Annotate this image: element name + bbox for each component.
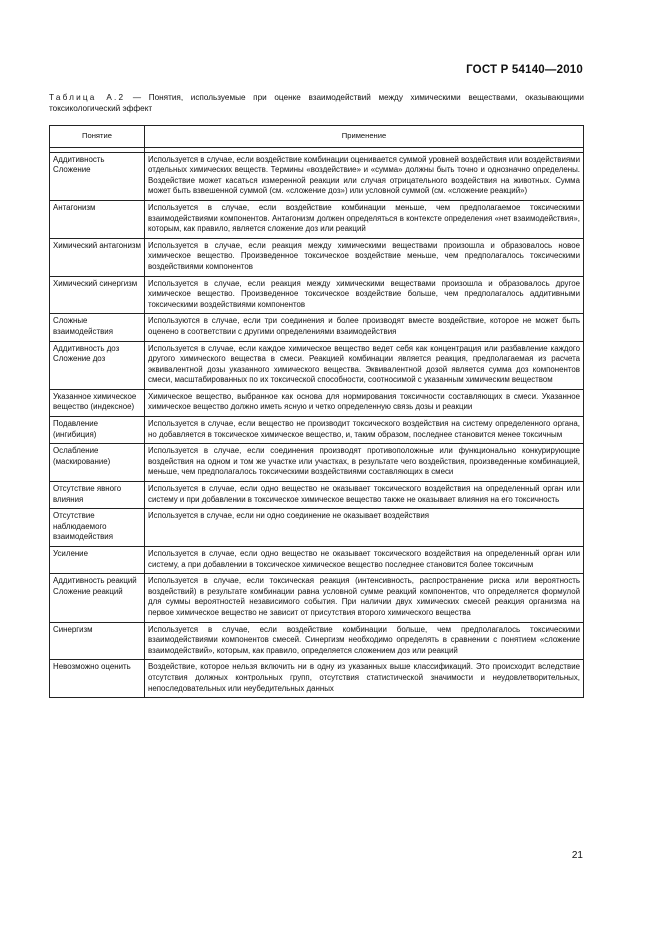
application-cell: Используется в случае, если ни одно соединение не оказывает воздействия — [145, 509, 584, 547]
application-cell: Используется в случае, если реакция между химическими веществами произошла и образовалось новое химическое вещество. Произведенное токсическое воздействие меньше, чем предполагалось токсическими воздействиями компонентов — [145, 238, 584, 276]
table-row — [50, 276, 584, 314]
header-concept: Понятие — [50, 126, 145, 148]
concept-cell: Химический антагонизм — [50, 238, 145, 276]
concept-cell: Антагонизм — [50, 200, 145, 238]
table-row — [50, 509, 584, 547]
header-application: Применение — [145, 126, 584, 148]
concept-cell: Указанное химическое вещество (индексное) — [50, 389, 145, 416]
application-cell: Используется в случае, если одно вещество не оказывает токсического воздействия на определенный орган или систему и при добавлении в токсическое химическое вещество также не оказывает влияния на его токсичность — [145, 482, 584, 509]
concept-cell: Ослабление (маскирование) — [50, 444, 145, 482]
table-row — [50, 622, 584, 660]
concept-cell: Отсутствие наблюдаемого взаимодействия — [50, 509, 145, 547]
application-cell: Используется в случае, если одно вещество не оказывает токсического воздействия на определенный орган или систему, а при добавлении в токсическое химическое вещество последнее становится более токсичным — [145, 547, 584, 574]
application-cell: Используется в случае, если реакция между химическими веществами произошла и образовалось другое химическое вещество. Произведенное токсическое воздействие больше, чем предполагалось аддитивными токсическими воздействиями компонентов — [145, 276, 584, 314]
table-row — [50, 389, 584, 416]
table-caption-label: Таблица А.2 — [49, 93, 126, 102]
application-cell: Используются в случае, если три соединения и более производят вместе воздействие, которое не может быть оценено в соответствии с другими определениями взаимодействия — [145, 314, 584, 341]
application-cell: Используется в случае, если токсическая реакция (интенсивность, распространение риска или вероятность воздействий) в результате комбинации равна условной сумме реакций компонентов, что определяется формулой для суммы вероятностей независимого события. При наличии двух химических смесей реакция организма на первое химическое вещество не зависит от присутствия второго химического вещества — [145, 574, 584, 622]
application-cell: Используется в случае, если каждое химическое вещество ведет себя как концентрация или разбавление каждого другого химического вещества в смеси. Реакцией комбинации является реакция, предполагаемая из расчета эквивалентной дозы указанного химического вещества. Эквивалентной дозой является сумма доз компонентов смеси, масштабированных по их токсической способности, соотносимой с указанным химическим веществом — [145, 341, 584, 389]
application-cell: Используется в случае, если воздействие комбинации больше, чем предполагалось токсическими взаимодействиями компонентов смесей. Синергизм необходимо определять в сравнении с понятием «сложение взаимодействий», которым, как правило, определяется сложением доз или реакций — [145, 622, 584, 660]
table-body — [50, 152, 584, 698]
concept-cell: Аддитивность Сложение — [50, 152, 145, 200]
concept-cell: Химический синергизм — [50, 276, 145, 314]
concept-cell: Невозможно оценить — [50, 660, 145, 698]
page-number: 21 — [571, 850, 583, 861]
application-cell: Используется в случае, если соединения производят противоположные или функционально конкурирующие воздействия на одном и том же участке или участках, в результате чего воздействия, произведенные комбинацией, меньше, чем предполагалось токсическими воздействиями составляющих в смеси — [145, 444, 584, 482]
concept-cell: Усиление — [50, 547, 145, 574]
table-row — [50, 482, 584, 509]
table-caption-text: — Понятия, используемые при оценке взаимодействий между химическими веществами, оказывающими токсикологический эффект — [49, 93, 584, 113]
concept-cell: Аддитивность доз Сложение доз — [50, 341, 145, 389]
table-row — [50, 152, 584, 200]
concept-cell: Сложные взаимодействия — [50, 314, 145, 341]
table-row — [50, 547, 584, 574]
concepts-table — [49, 125, 584, 698]
application-cell: Воздействие, которое нельзя включить ни в одну из указанных выше классификаций. Это происходит вследствие отсутствия должных контрольных групп, отсутствия статистической значимости и неудовлетворительных, непоследовательных или неубедительных данных — [145, 660, 584, 698]
table-row — [50, 417, 584, 444]
concept-cell: Отсутствие явного влияния — [50, 482, 145, 509]
table-row — [50, 341, 584, 389]
concept-cell: Аддитивность реакций Сложение реакций — [50, 574, 145, 622]
table-row — [50, 200, 584, 238]
table-header-row — [50, 126, 584, 148]
application-cell: Химическое вещество, выбранное как основа для нормирования токсичности составляющих в смеси. Указанное химическое вещество должно иметь ясную и четко определенную связь дозы и реакции — [145, 389, 584, 416]
table-row — [50, 314, 584, 341]
table-row — [50, 574, 584, 622]
concept-cell: Подавление (ингибиция) — [50, 417, 145, 444]
concept-cell: Синергизм — [50, 622, 145, 660]
application-cell: Используется в случае, если вещество не производит токсического воздействия на систему определенного органа, но добавляется в токсическое химическое вещество, и, таким образом, последнее становится менее токсичным — [145, 417, 584, 444]
application-cell: Используется в случае, если воздействие комбинации оценивается суммой уровней воздействия или воздействиями отдельных химических веществ. Термины «воздействие» и «сумма» должны быть точно и однозначно определены. Воздействие может касаться измеренной реакции или случая отрицательного воздействия на животных. Сумма может быть взвешенной суммой (см. «сложение доз») или условной суммой (см. «сложение реакций») — [145, 152, 584, 200]
table-row — [50, 238, 584, 276]
table-row — [50, 660, 584, 698]
application-cell: Используется в случае, если воздействие комбинации меньше, чем предполагаемое токсическими взаимодействиями компонентов. Антагонизм должен определяться в контексте определения «нет взаимодействия», которым, как правило, является сложение доз или реакций — [145, 200, 584, 238]
table-caption — [49, 92, 584, 114]
document-code: ГОСТ Р 54140—2010 — [466, 64, 583, 76]
table-row — [50, 444, 584, 482]
